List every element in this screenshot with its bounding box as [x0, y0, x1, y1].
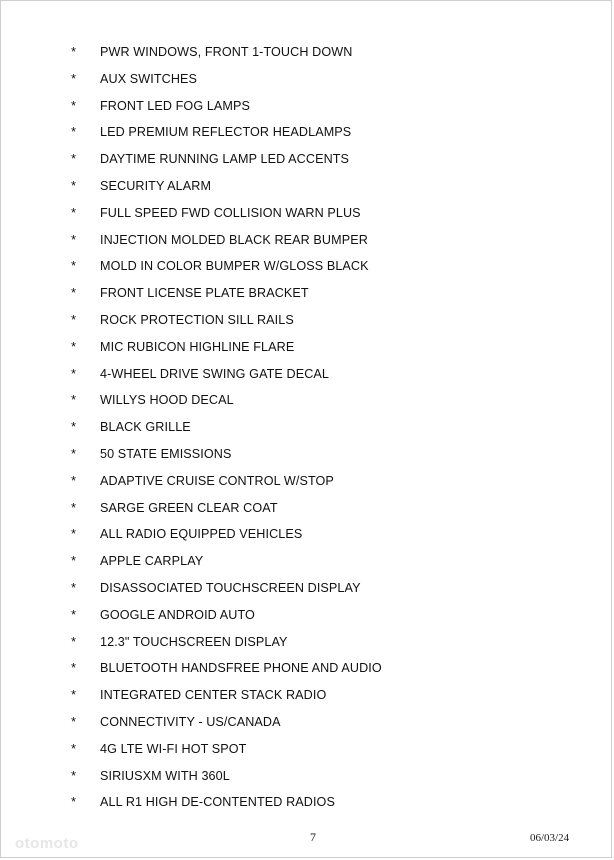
option-text: CONNECTIVITY - US/CANADA	[100, 714, 281, 729]
bullet-marker: *	[71, 124, 77, 140]
option-item	[1, 387, 611, 414]
bullet-marker: *	[71, 472, 77, 488]
option-text: SARGE GREEN CLEAR COAT	[100, 500, 278, 515]
option-text: BLACK GRILLE	[100, 420, 191, 435]
bullet-marker: *	[71, 97, 77, 113]
bullet-marker: *	[71, 392, 77, 408]
option-text: DAYTIME RUNNING LAMP LED ACCENTS	[100, 152, 350, 167]
option-text: LED PREMIUM REFLECTOR HEADLAMPS	[100, 125, 352, 140]
bullet-marker: *	[71, 419, 77, 435]
options-list	[1, 39, 611, 816]
option-item	[1, 334, 611, 361]
option-item	[1, 200, 611, 227]
bullet-marker: *	[71, 499, 77, 515]
bullet-marker: *	[71, 204, 77, 220]
bullet-marker: *	[71, 660, 77, 676]
bullet-marker: *	[71, 177, 77, 193]
option-text: MIC RUBICON HIGHLINE FLARE	[100, 339, 295, 354]
option-item	[1, 253, 611, 280]
option-item	[1, 280, 611, 307]
bullet-marker: *	[71, 311, 77, 327]
page-number: 7	[310, 830, 316, 844]
option-item	[1, 146, 611, 173]
option-text: DISASSOCIATED TOUCHSCREEN DISPLAY	[100, 580, 361, 595]
option-text: 50 STATE EMISSIONS	[100, 446, 232, 461]
option-item	[1, 629, 611, 656]
option-text: GOOGLE ANDROID AUTO	[100, 607, 255, 622]
option-text: MOLD IN COLOR BUMPER W/GLOSS BLACK	[100, 259, 369, 274]
bullet-marker: *	[71, 526, 77, 542]
bullet-marker: *	[71, 231, 77, 247]
option-item	[1, 763, 611, 790]
option-text: WILLYS HOOD DECAL	[100, 393, 234, 408]
option-item	[1, 736, 611, 763]
bullet-marker: *	[71, 151, 77, 167]
watermark: otomoto	[15, 835, 79, 852]
bullet-marker: *	[71, 794, 77, 810]
option-item	[1, 495, 611, 522]
bullet-marker: *	[71, 579, 77, 595]
option-item	[1, 414, 611, 441]
bullet-marker: *	[71, 258, 77, 274]
option-item	[1, 307, 611, 334]
bullet-marker: *	[71, 606, 77, 622]
option-text: 12.3" TOUCHSCREEN DISPLAY	[100, 634, 288, 649]
option-text: ALL RADIO EQUIPPED VEHICLES	[100, 527, 303, 542]
bullet-marker: *	[71, 285, 77, 301]
option-item	[1, 39, 611, 66]
option-text: 4G LTE WI-FI HOT SPOT	[100, 741, 247, 756]
option-item	[1, 575, 611, 602]
bullet-marker: *	[71, 365, 77, 381]
option-item	[1, 93, 611, 120]
bullet-marker: *	[71, 338, 77, 354]
option-text: INTEGRATED CENTER STACK RADIO	[100, 688, 327, 703]
option-item	[1, 655, 611, 682]
option-text: INJECTION MOLDED BLACK REAR BUMPER	[100, 232, 368, 247]
bullet-marker: *	[71, 687, 77, 703]
option-text: FRONT LED FOG LAMPS	[100, 98, 251, 113]
option-item	[1, 66, 611, 93]
option-text: PWR WINDOWS, FRONT 1-TOUCH DOWN	[100, 45, 353, 59]
bullet-marker: *	[71, 445, 77, 461]
option-text: APPLE CARPLAY	[100, 554, 204, 569]
option-item	[1, 227, 611, 254]
option-item	[1, 548, 611, 575]
option-text: FRONT LICENSE PLATE BRACKET	[100, 286, 309, 301]
bullet-marker: *	[71, 633, 77, 649]
option-text: ALL R1 HIGH DE-CONTENTED RADIOS	[100, 795, 335, 810]
bullet-marker: *	[71, 740, 77, 756]
option-item	[1, 361, 611, 388]
option-text: SIRIUSXM WITH 360L	[100, 768, 230, 783]
bullet-marker: *	[71, 70, 77, 86]
document-date: 06/03/24	[530, 832, 570, 844]
bullet-marker: *	[71, 553, 77, 569]
option-item	[1, 521, 611, 548]
option-text: SECURITY ALARM	[100, 178, 212, 193]
option-item	[1, 468, 611, 495]
option-item	[1, 709, 611, 736]
bullet-marker: *	[71, 767, 77, 783]
bullet-marker: *	[71, 713, 77, 729]
option-item	[1, 119, 611, 146]
option-item	[1, 602, 611, 629]
bullet-marker: *	[71, 44, 77, 59]
option-item	[1, 789, 611, 816]
option-item	[1, 441, 611, 468]
option-text: ADAPTIVE CRUISE CONTROL W/STOP	[100, 473, 334, 488]
option-text: 4-WHEEL DRIVE SWING GATE DECAL	[100, 366, 330, 381]
option-text: FULL SPEED FWD COLLISION WARN PLUS	[100, 205, 361, 220]
option-text: BLUETOOTH HANDSFREE PHONE AND AUDIO	[100, 661, 382, 676]
option-text: ROCK PROTECTION SILL RAILS	[100, 312, 294, 327]
option-item	[1, 173, 611, 200]
option-text: AUX SWITCHES	[100, 71, 198, 86]
option-item	[1, 682, 611, 709]
